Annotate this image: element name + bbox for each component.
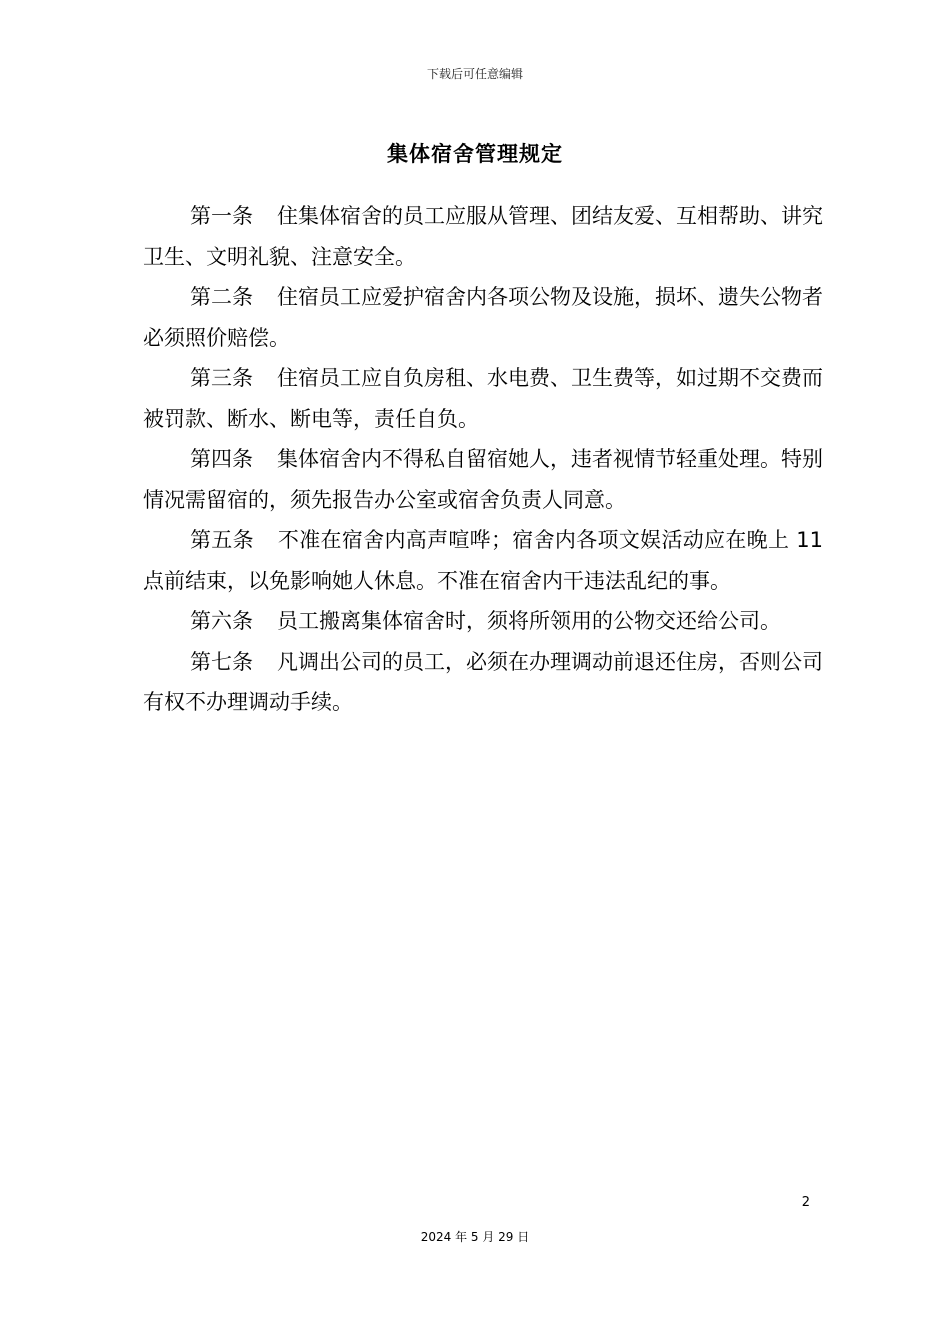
article-text: 员工搬离集体宿舍时，须将所领用的公物交还给公司。 — [277, 609, 781, 633]
article-6 — [143, 601, 823, 642]
article-number: 第五条 — [190, 528, 254, 552]
article-text: 住集体宿舍的员工应服从管理、团结友爱、互相帮助、讲究卫生、文明礼貌、注意安全。 — [143, 204, 823, 269]
article-5 — [143, 520, 823, 601]
article-number: 第四条 — [190, 447, 253, 471]
article-number: 第七条 — [190, 649, 253, 674]
article-4 — [143, 439, 823, 520]
article-2 — [143, 277, 823, 358]
document-body — [143, 196, 823, 723]
article-number: 第六条 — [190, 609, 253, 633]
article-text: 凡调出公司的员工，必须在办理调动前退还住房，否则公司有权不办理调动手续。 — [143, 649, 823, 714]
article-text: 住宿员工应爱护宿舍内各项公物及设施，损坏、遗失公物者必须照价赔偿。 — [143, 285, 823, 350]
article-text: 集体宿舍内不得私自留宿她人，违者视情节轻重处理。特别情况需留宿的，须先报告办公室或宿舍负责人同意。 — [143, 447, 823, 512]
article-1 — [143, 196, 823, 277]
article-number: 第三条 — [190, 366, 253, 390]
article-number: 第二条 — [190, 285, 253, 309]
footer-date: 2024 年 5 月 29 日 — [420, 1230, 530, 1244]
article-3 — [143, 358, 823, 439]
document-title: 集体宿舍管理规定 — [387, 142, 563, 166]
header-note: 下载后可任意编辑 — [426, 67, 523, 81]
article-text: 住宿员工应自负房租、水电费、卫生费等，如过期不交费而被罚款、断水、断电等，责任自负。 — [143, 366, 823, 431]
page-number: 2 — [801, 1195, 810, 1210]
article-number: 第一条 — [190, 204, 253, 228]
article-7 — [143, 642, 823, 723]
article-text: 不准在宿舍内高声喧哗；宿舍内各项文娱活动应在晚上 11 点前结束，以免影响她人休息。不准在宿舍内干违法乱纪的事。 — [143, 528, 823, 593]
